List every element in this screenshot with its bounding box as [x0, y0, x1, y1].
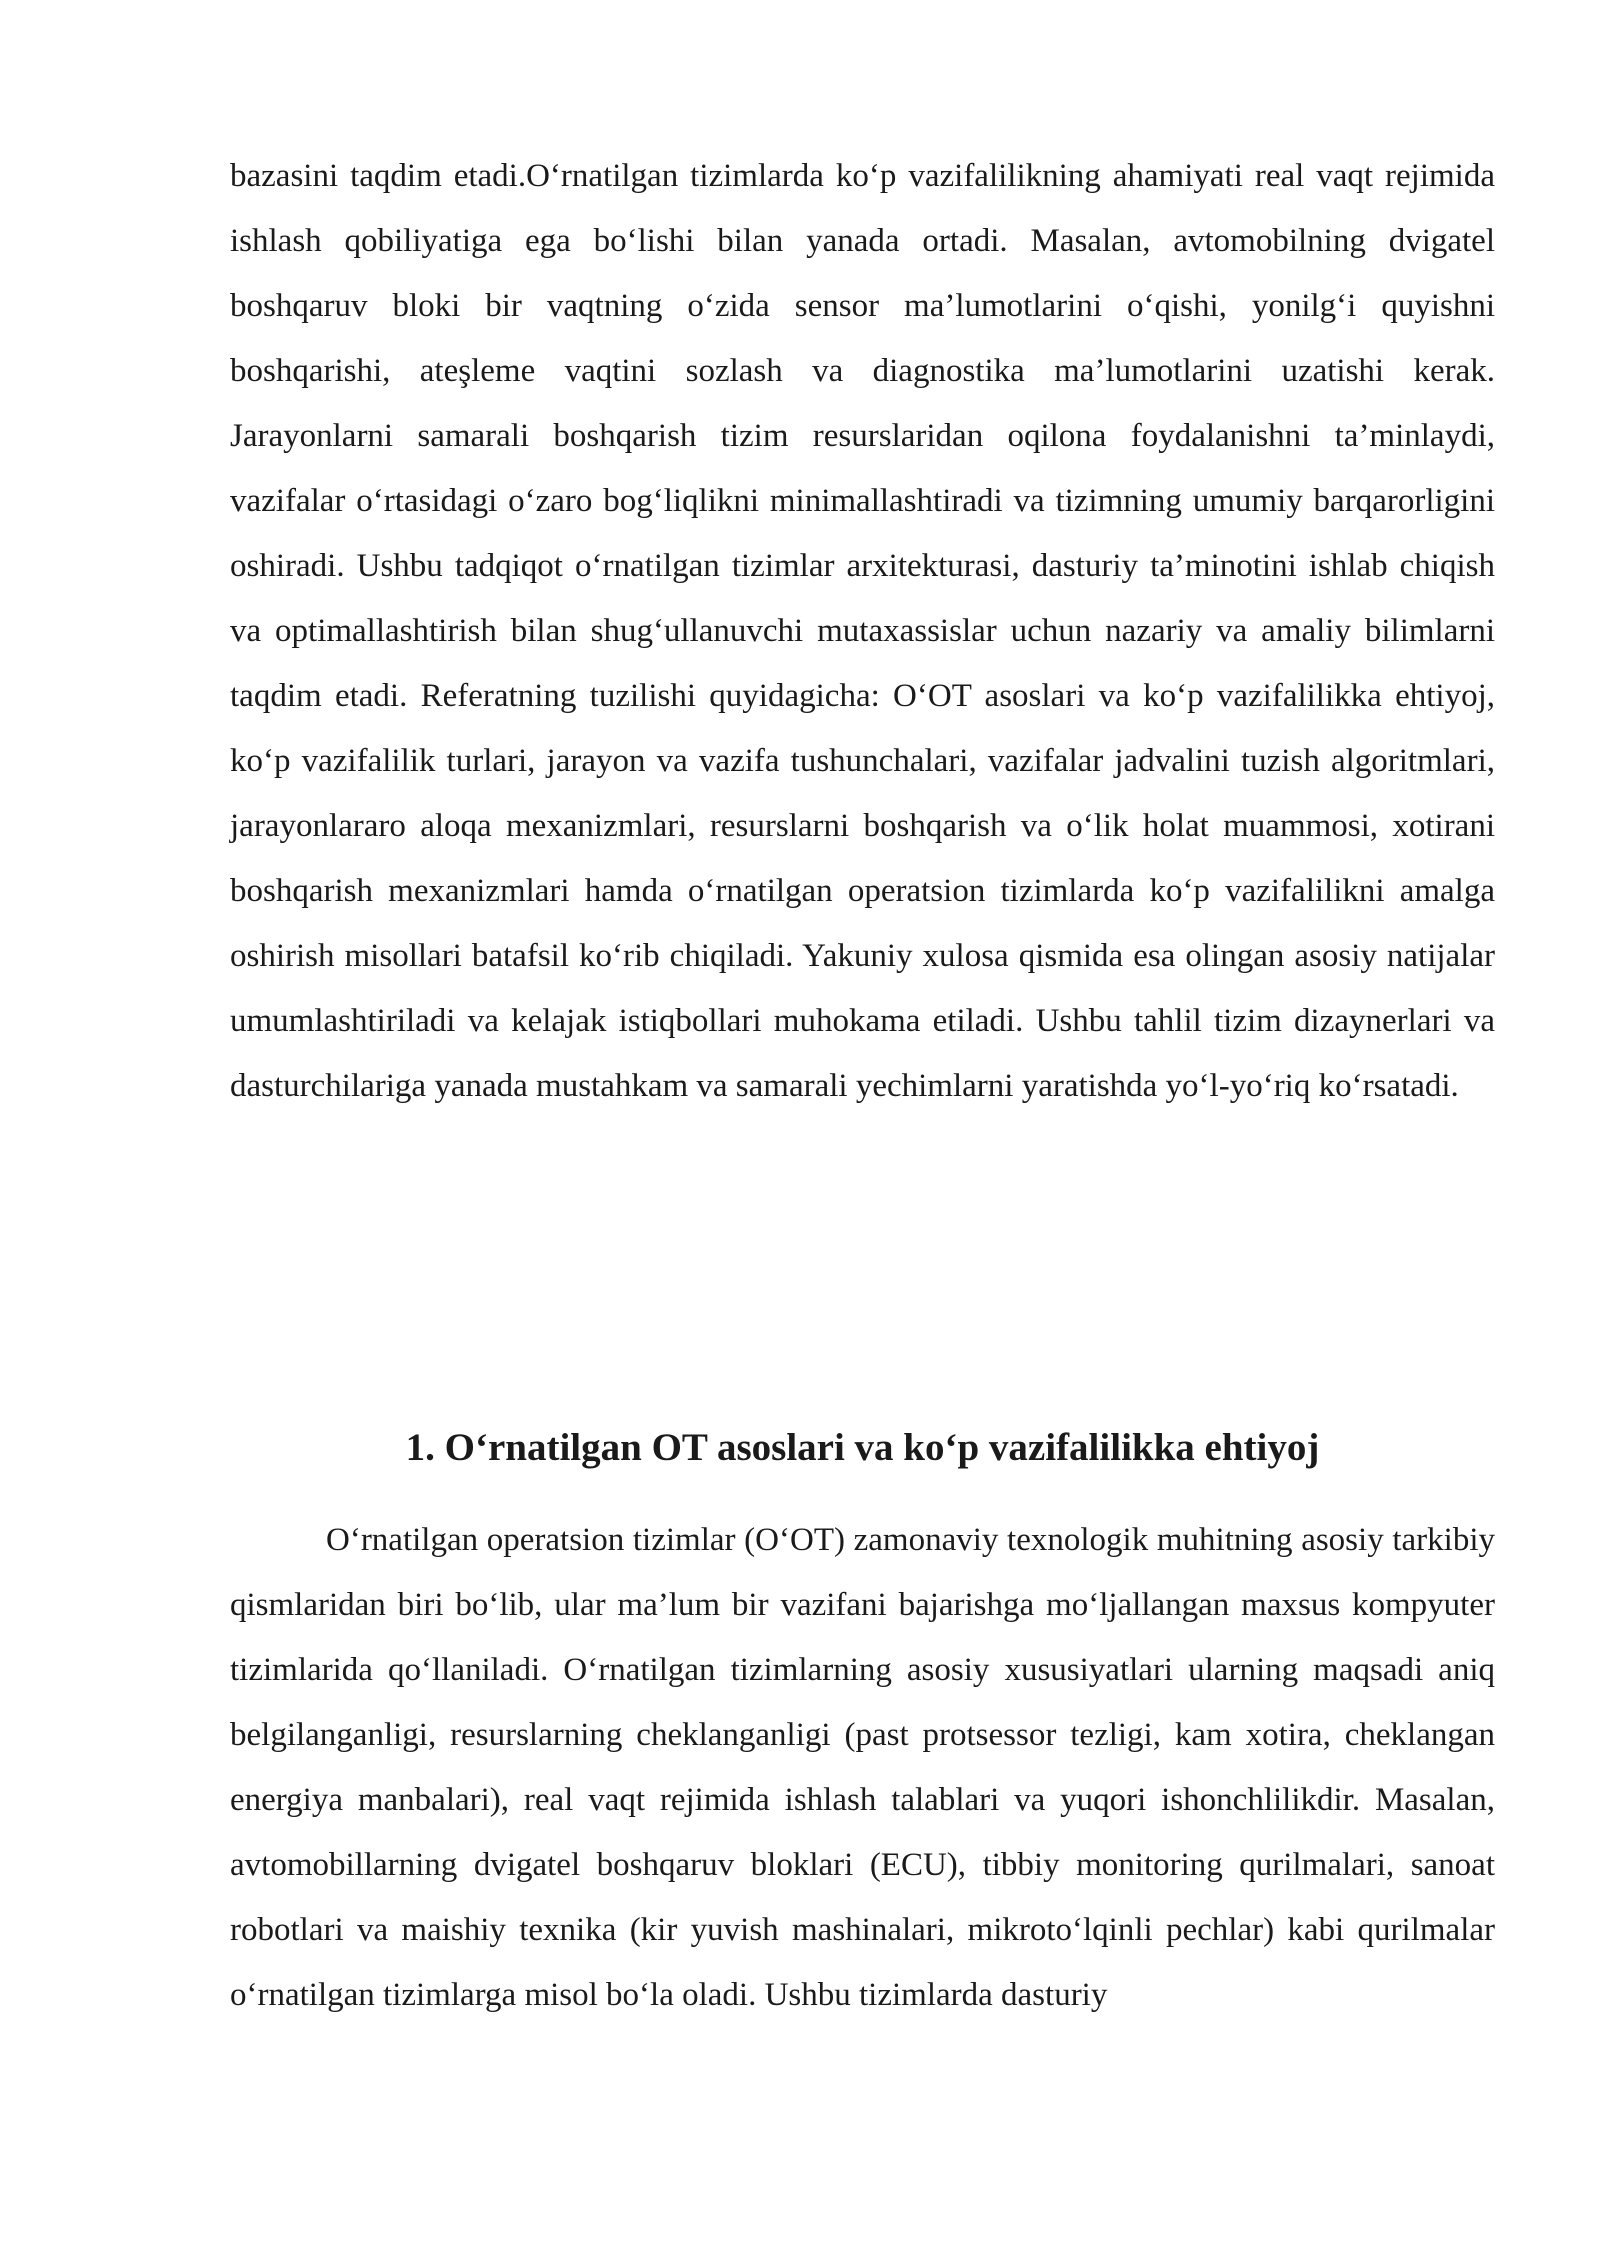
body-paragraph: bazasini taqdim etadi.O‘rnatilgan tizimlarda ko‘p vazifalilikning ahamiyati real vaqt rejimida ishlash qobiliyatiga ega bo‘lishi bilan yanada ortadi. Masalan, avtomobilning dvigatel boshqaruv bloki bir vaqtning o‘zida sensor ma’lumotlarini o‘qishi, yonilg‘i quyishni boshqarishi, ateşleme vaqtini sozlash va diagnostika ma’lumotlarini uzatishi kerak. Jarayonlarni samarali boshqarish tizim resurslaridan oqilona foydalanishni ta’minlaydi, vazifalar o‘rtasidagi o‘zaro bog‘liqlikni minimallashtiradi va tizimning umumiy barqarorligini oshiradi. Ushbu tadqiqot o‘rnatilgan tizimlar arxitekturasi, dasturiy ta’minotini ishlab chiqish va optimallashtirish bilan shug‘ullanuvchi mutaxassislar uchun nazariy va amaliy bilimlarni taqdim etadi. Referatning tuzilishi quyidagicha: O‘OT asoslari va ko‘p vazifalilikka ehtiyoj, ko‘p vazifalilik turlari, jarayon va vazifa tushunchalari, vazifalar jadvalini tuzish algoritmlari, jarayonlararo aloqa mexanizmlari, resurslarni boshqarish va o‘lik holat muammosi, xotirani boshqarish mexanizmlari hamda o‘rnatilgan operatsion tizimlarda ko‘p vazifalilikni amalga oshirish misollari batafsil ko‘rib chiqiladi. Yakuniy xulosa qismida esa olingan asosiy natijalar umumlashtiriladi va kelajak istiqbollari muhokama etiladi. Ushbu tahlil tizim dizaynerlari va dasturchilariga yanada mustahkam va samarali yechimlarni yaratishda yo‘l-yo‘riq ko‘rsatadi. — [230, 158, 1495, 1104]
section-heading: 1. O‘rnatilgan OT asoslari va ko‘p vazifalilikka ehtiyoj — [405, 1426, 1320, 1469]
body-paragraph: O‘rnatilgan operatsion tizimlar (O‘OT) zamonaviy texnologik muhitning asosiy tarkibiy qismlaridan biri bo‘lib, ular ma’lum bir vazifani bajarishga mo‘ljallangan maxsus kompyuter tizimlarida qo‘llaniladi. O‘rnatilgan tizimlarning asosiy xususiyatlari ularning maqsadi aniq belgilanganligi, resurslarning cheklanganligi (past protsessor tezligi, kam xotira, cheklangan energiya manbalari), real vaqt rejimida ishlash talablari va yuqori ishonchlilikdir. Masalan, avtomobillarning dvigatel boshqaruv bloklari (ECU), tibbiy monitoring qurilmalari, sanoat robotlari va maishiy texnika (kir yuvish mashinalari, mikroto‘lqinli pechlar) kabi qurilmalar o‘rnatilgan tizimlarga misol bo‘la oladi. Ushbu tizimlarda dasturiy — [230, 1522, 1495, 2013]
